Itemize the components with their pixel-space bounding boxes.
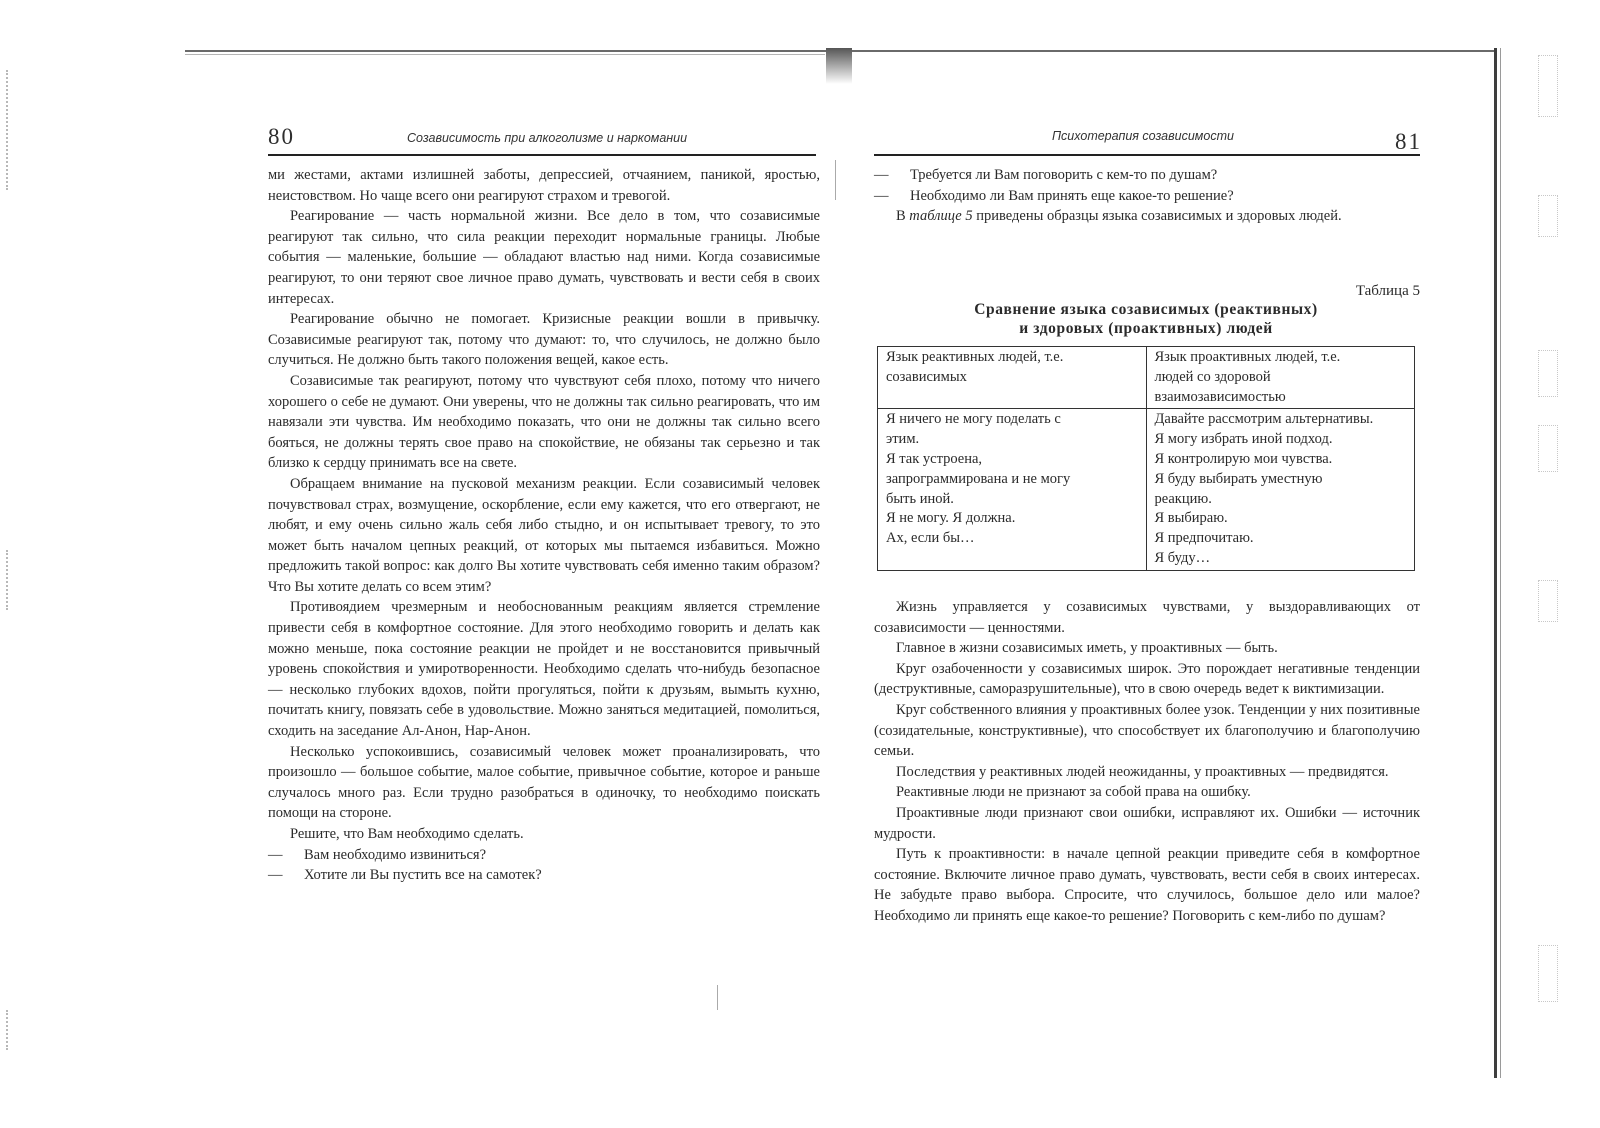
left-page-number: 80 bbox=[268, 124, 295, 149]
scan-margin-dots bbox=[6, 550, 10, 610]
page-top-edge-shadow bbox=[185, 54, 825, 55]
scan-speck bbox=[835, 160, 836, 200]
table-line: созависимых bbox=[886, 368, 967, 385]
table-title-line: Сравнение языка созависимых (реактивных) bbox=[974, 301, 1318, 318]
comparison-table bbox=[877, 346, 1415, 571]
table-line: запрограммирована и не могу bbox=[886, 470, 1071, 487]
table-header-reactive bbox=[878, 347, 1147, 409]
scan-speck bbox=[717, 985, 718, 1010]
table-cell-reactive-phrases bbox=[878, 409, 1147, 570]
table-line: Я не могу. Я должна. bbox=[886, 510, 1016, 527]
table-line: реакцию. bbox=[1154, 490, 1212, 507]
table-line: Язык проактивных людей, т.е. bbox=[1154, 349, 1341, 365]
table-line: Язык реактивных людей, т.е. bbox=[886, 349, 1064, 365]
paragraph: Круг собственного влияния у проактивных более узок. Тенденции у них позитивные (созидательные, конструктивные), что способствует их благополучию и благополучию семьи. bbox=[874, 701, 1420, 760]
table-line: Я буду выбирать уместную bbox=[1154, 470, 1323, 487]
dash-item: — Требуется ли Вам поговорить с кем-то по душам? bbox=[874, 167, 1218, 183]
scan-edge-mark bbox=[1538, 580, 1558, 622]
table-cell-proactive-phrases bbox=[1146, 409, 1415, 570]
book-spine-shadow bbox=[826, 48, 852, 84]
paragraph: ми жестами, актами излишней заботы, депрессией, отчаянием, паникой, яростью, неистовством. Но чаще всего они реагируют страхом и тревогой. bbox=[268, 167, 820, 204]
dash-item: — Необходимо ли Вам принять еще какое-то решение? bbox=[874, 187, 1234, 204]
paragraph: Несколько успокоившись, созависимый человек может проанализировать, что произошло — большое событие, малое событие, привычное событие, которое и раньше случалось много раз. Если трудно разобраться в одиночку, то необходимо поискать помощи на стороне. bbox=[268, 743, 820, 822]
right-running-head: Психотерапия созависимости bbox=[1052, 129, 1234, 143]
right-page-text bbox=[874, 597, 1420, 927]
paragraph: Созависимые так реагируют, потому что чувствуют себя плохо, потому что ничего хорошего о себе не думают. Они уверены, что не должны так сильно реагировать, что им навязали эти чувства. Им необходимо показать, что они не должны так сильно всего бояться, не должны терять свое право на спокойствие, не обязаны так серьезно и так близко к сердцу принимать все на свете. bbox=[268, 372, 820, 472]
table-line: Я ничего не могу поделать с bbox=[886, 411, 1061, 428]
dash-item: — Хотите ли Вы пустить все на самотек? bbox=[268, 867, 542, 884]
paragraph: Реактивные люди не признают за собой права на ошибку. bbox=[896, 784, 1251, 801]
paragraph: Обращаем внимание на пусковой механизм реакции. Если созависимый человек почувствовал страх, возмущение, оскорбление, если ему кажется, что его отвергают, не любят, и ему очень сильно жаль себя либо стыдно, и он испытывает тревогу, то это может быть началом цепных реакций, от которых мы пытаемся избавиться. Можно предложить такой вопрос: как долго Вы хотите чувствовать себя именно таким образом? Что Вы хотите делать со всем этим? bbox=[268, 475, 820, 595]
table-line: взаимозависимостью bbox=[1154, 388, 1286, 405]
right-page-number: 81 bbox=[1395, 129, 1422, 154]
table-line: Я буду… bbox=[1154, 549, 1211, 566]
table-header-row bbox=[878, 347, 1415, 409]
table-title-line: и здоровых (проактивных) людей bbox=[1019, 320, 1273, 337]
table-line: Я выбираю. bbox=[1154, 510, 1228, 527]
table-header-proactive bbox=[1146, 347, 1415, 409]
dash-item: — Вам необходимо извиниться? bbox=[268, 846, 487, 863]
table-line: Давайте рассмотрим альтернативы. bbox=[1154, 411, 1374, 428]
paragraph: Последствия у реактивных людей неожиданны, у проактивных — предвидятся. bbox=[896, 763, 1389, 780]
table-line: Ах, если бы… bbox=[886, 530, 975, 547]
scan-edge-mark bbox=[1538, 945, 1558, 1002]
paragraph: Реагирование обычно не помогает. Кризисные реакции вошли в привычку. Созависимые реагируют так, потому что думают: то, что случилось, не должно было случиться. Не должно быть такого положения вещей, какое есть. bbox=[268, 311, 820, 369]
table-body-row bbox=[878, 409, 1415, 570]
left-header-rule bbox=[268, 154, 816, 156]
left-page-text bbox=[268, 165, 820, 886]
scan-edge-mark bbox=[1538, 350, 1558, 397]
table-line: людей со здоровой bbox=[1154, 368, 1271, 385]
right-page-intro bbox=[874, 165, 1420, 227]
paragraph: Круг озабоченности у созависимых широк. Это порождает негативные тенденции (деструктивные, саморазрушительные), что в свою очередь ведет к виктимизации. bbox=[874, 660, 1420, 698]
scan-edge-mark bbox=[1538, 425, 1558, 472]
scan-margin-dots bbox=[6, 70, 10, 190]
table-line: Я предпочитаю. bbox=[1154, 530, 1254, 547]
paragraph: Главное в жизни созависимых иметь, у проактивных — быть. bbox=[896, 640, 1278, 657]
table-line: Я контролирую мои чувства. bbox=[1154, 450, 1333, 467]
page-right-edge-shadow bbox=[1500, 48, 1501, 1078]
page-right-edge bbox=[1494, 48, 1497, 1078]
paragraph: Жизнь управляется у созависимых чувствами, у выздоравливающих от созависимости — ценностями. bbox=[874, 599, 1420, 636]
scan-edge-mark bbox=[1538, 195, 1558, 237]
right-header-rule bbox=[874, 154, 1420, 156]
paragraph: Противоядием чрезмерным и необоснованным реакциям является стремление привести себя в комфортное состояние. Для этого необходимо говорить и делать как можно меньше, пока состояние реакции не пройдет и не восстановится привычный уровень спокойствия и умиротворенности. Необходимо сделать что-нибудь безопасное — несколько глубоких вдохов, пойти прогуляться, пойти к друзьям, вымыть кухню, почитать книгу, повязать себе в удовольствие. Можно заняться медитацией, помолиться, сходить на заседание Ал-Анон, Нар-Анон. bbox=[268, 599, 820, 740]
table-title bbox=[876, 300, 1416, 338]
scan-margin-dots bbox=[6, 1010, 10, 1050]
table-line: этим. bbox=[886, 431, 920, 448]
table-line: Я так устроена, bbox=[886, 450, 983, 467]
paragraph: Решите, что Вам необходимо сделать. bbox=[290, 826, 524, 842]
paragraph: Реагирование — часть нормальной жизни. Все дело в том, что созависимые реагируют так сильно, что сила реакции переходит нормальные границы. Любые события — маленькие, большие — обладают властью над ними. Когда созависимые реагируют, то они теряют свое личное право думать, чувствовать и вести себя в своих интересах. bbox=[268, 208, 820, 307]
paragraph: Проактивные люди признают свои ошибки, исправляют их. Ошибки — источник мудрости. bbox=[874, 804, 1420, 842]
table-line: быть иной. bbox=[886, 490, 954, 507]
table-reference-paragraph: В таблице 5 приведены образцы языка созависимых и здоровых людей. bbox=[896, 208, 1342, 225]
table-reference: таблице 5 bbox=[909, 208, 973, 225]
paragraph: Путь к проактивности: в начале цепной реакции приведите себя в комфортное состояние. Включите личное право думать, чувствовать, вести себя в своих интересах. Не забудьте право выбора. Спросите, что случилось, большое дело или малое? Необходимо ли принять еще какое-то решение? Поговорить с кем-либо по душам? bbox=[874, 846, 1420, 924]
table-caption: Таблица 5 bbox=[1355, 283, 1420, 299]
left-running-head: Созависимость при алкоголизме и наркомании bbox=[407, 131, 688, 145]
table-line: Я могу избрать иной подход. bbox=[1154, 431, 1333, 448]
scan-edge-mark bbox=[1538, 55, 1558, 117]
